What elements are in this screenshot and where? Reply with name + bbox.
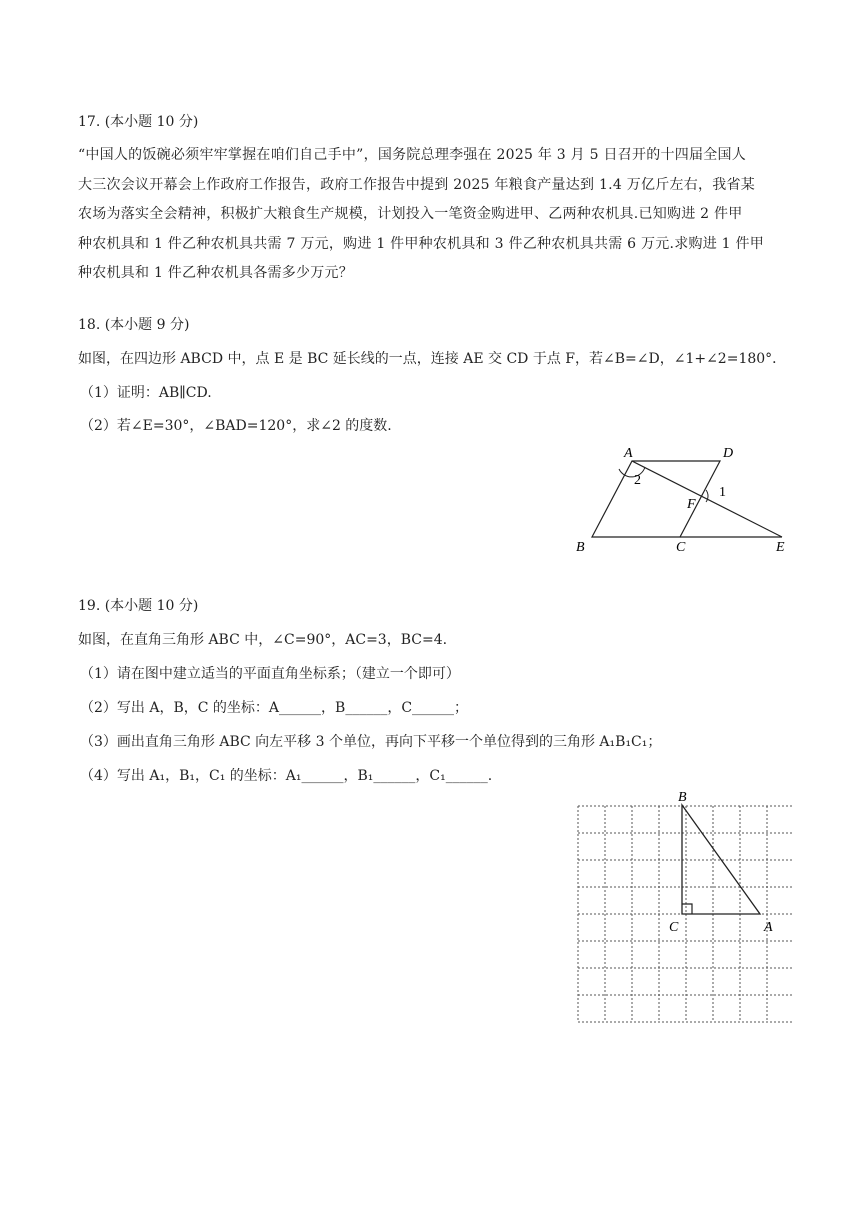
q19-heading: 19. (本小题 10 分) bbox=[78, 598, 199, 614]
q17-line-1: “中国人的饭碗必须牢牢掌握在咱们自己手中”，国务院总理李强在 2025 年 3 月 5 日召开的十四届全国人 bbox=[78, 147, 746, 163]
label-d: D bbox=[723, 446, 734, 461]
q17-line-2: 大三次会议开幕会上作政府工作报告，政府工作报告中提到 2025 年粮食产量达到 1.4 万亿斤左右，我省某 bbox=[78, 176, 755, 193]
q19-figure bbox=[570, 785, 792, 1030]
angle-2-arc bbox=[619, 467, 645, 477]
q19-part4: （4）写出 A₁，B₁，C₁ 的坐标：A₁______，B₁______，C₁______. bbox=[80, 768, 493, 784]
q17-line-5: 种农机具和 1 件乙种农机具各需多少万元？ bbox=[78, 265, 354, 281]
label-b: B bbox=[576, 540, 585, 555]
label-angle-1: 1 bbox=[719, 485, 726, 500]
q17-line-4: 种农机具和 1 件乙种农机具共需 7 万元，购进 1 件甲种农机具和 3 件乙种农机具共需 6 万元.求购进 1 件甲 bbox=[78, 235, 765, 252]
label-a: A bbox=[764, 920, 773, 935]
label-c: C bbox=[676, 540, 686, 555]
q19-part1: （1）请在图中建立适当的平面直角坐标系；（建立一个即可） bbox=[80, 666, 460, 682]
label-e: E bbox=[776, 540, 785, 555]
q17-heading: 17. (本小题 10 分) bbox=[78, 114, 199, 130]
q17-line-3: 农场为落实全会精神，积极扩大粮食生产规模，计划投入一笔资金购进甲、乙两种农机具.已知购进 2 件甲 bbox=[78, 206, 743, 222]
q18-figure bbox=[570, 438, 800, 556]
q17-text bbox=[78, 141, 788, 289]
q19-part3: （3）画出直角三角形 ABC 向左平移 3 个单位，再向下平移一个单位得到的三角形 A₁B₁C₁； bbox=[80, 734, 662, 750]
label-angle-2: 2 bbox=[634, 473, 641, 488]
q18-part2: （2）若∠E=30°，∠BAD=120°，求∠2 的度数. bbox=[80, 418, 392, 434]
label-f: F bbox=[687, 497, 696, 512]
q19-stem: 如图，在直角三角形 ABC 中，∠C=90°，AC=3，BC=4. bbox=[78, 632, 448, 648]
segment-ae bbox=[632, 461, 782, 537]
q18-stem: 如图，在四边形 ABCD 中，点 E 是 BC 延长线的一点，连接 AE 交 CD 于点 F，若∠B=∠D，∠1+∠2=180°． bbox=[78, 351, 787, 367]
quadrilateral-abcd bbox=[592, 461, 720, 537]
angle-1-arc bbox=[706, 490, 708, 502]
q19-part2: （2）写出 A，B，C 的坐标：A______，B______，C______； bbox=[80, 700, 469, 716]
right-angle-mark bbox=[682, 904, 692, 914]
label-c: C bbox=[669, 920, 679, 935]
label-b: B bbox=[678, 790, 687, 805]
label-a: A bbox=[624, 446, 633, 461]
q18-part1: （1）证明：AB∥CD. bbox=[80, 385, 212, 401]
q18-heading: 18. (本小题 9 分) bbox=[78, 317, 190, 333]
triangle-abc bbox=[682, 805, 760, 914]
